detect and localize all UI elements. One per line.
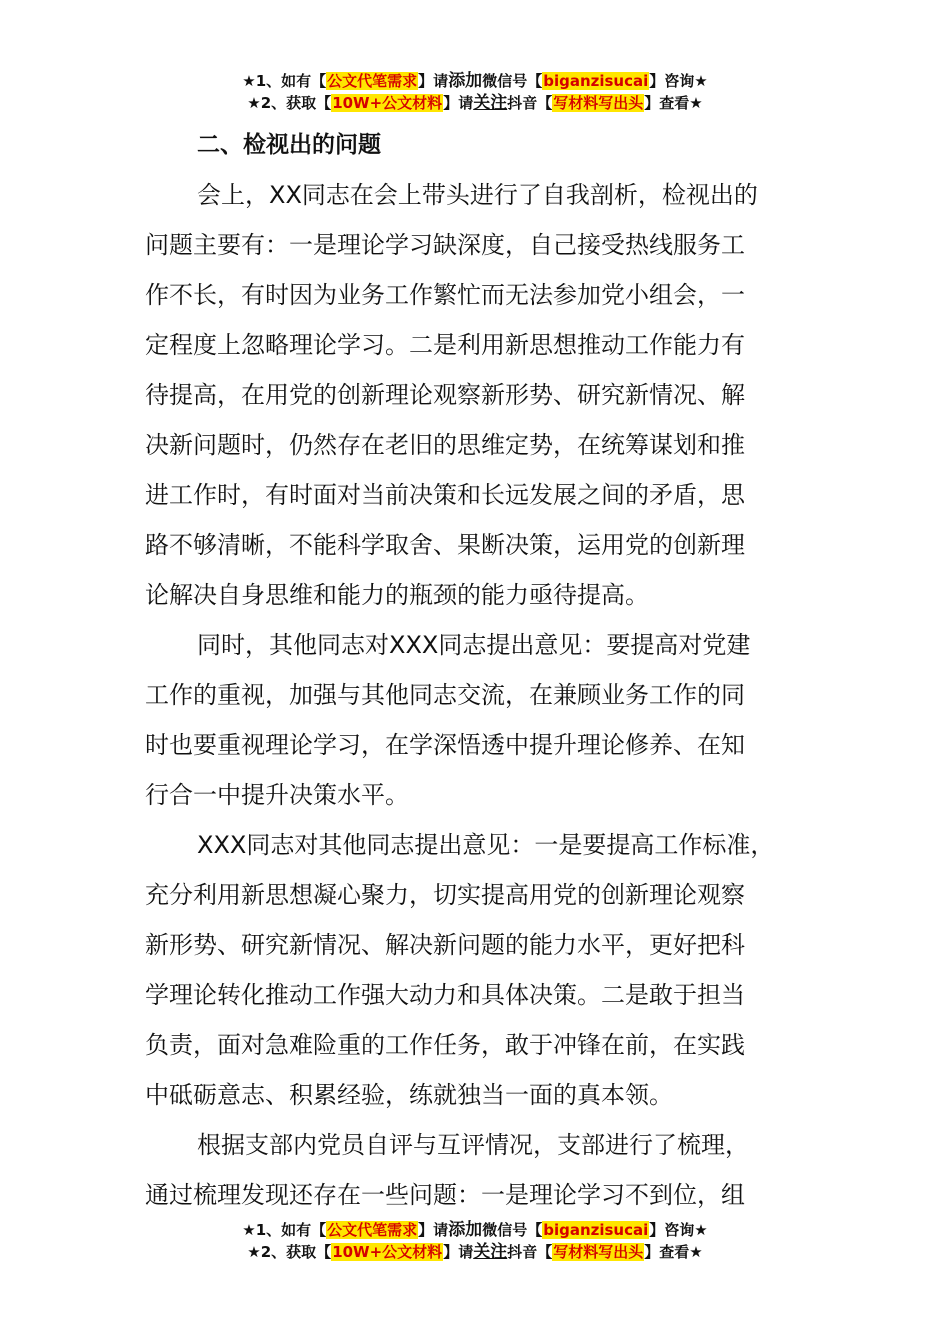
promo-banner-bottom xyxy=(0,1219,950,1263)
promo-line-1: ★1、如有【公文代笔需求】请添加微信号【biganzisucai】咨询★ xyxy=(242,1220,708,1240)
promo-line-1: ★1、如有【公文代笔需求】请添加微信号【biganzisucai】咨询★ xyxy=(242,71,708,91)
promo-line-2: ★2、获取【10W+公文材料】请关注抖音【写材料写出头】查看★ xyxy=(247,1242,703,1262)
promo-highlight-materials: 10W+公文材料 xyxy=(332,94,443,112)
promo-highlight-douyin-id: 写材料写出头 xyxy=(553,1243,644,1261)
paragraph: XXX同志对其他同志提出意见：一是要提高工作标准， 充分利用新思想凝心聚力，切实提高用党的创新理论观察 新形势、研究新情况、解决新问题的能力水平，更好把科 学理论转化推动工作强大动力和具体决策。二是敢于担当 负责，面对急难险重的工作任务，敢于冲锋在前，在实践 中砥砺意志、积累经验，练就独当一面的真本领。 xyxy=(145,831,775,1109)
paragraph: 会上，XX同志在会上带头进行了自我剖析，检视出的 问题主要有：一是理论学习缺深度，自己接受热线服务工 作不长，有时因为业务工作繁忙而无法参加党小组会，一 定程度上忽略理论学习。二是利用新思想推动工作能力有 待提高，在用党的创新理论观察新形势、研究新情况、解 决新问题时，仍然存在老旧的思维定势，在统筹谋划和推 进工作时，有时面对当前决策和长远发展之间的矛盾，思 路不够清晰，不能科学取舍、果断决策，运用党的创新理 论解决自身思维和能力的瓶颈的能力亟待提高。 xyxy=(145,181,758,609)
promo-highlight-douyin-id: 写材料写出头 xyxy=(553,94,644,112)
promo-highlight-wechat-id: biganzisucai xyxy=(543,72,649,90)
paragraph: 同时，其他同志对XXX同志提出意见：要提高对党建 工作的重视，加强与其他同志交流，在兼顾业务工作的同 时也要重视理论学习，在学深悟透中提升理论修养、在知 行合一中提升决策水平。 xyxy=(145,631,751,809)
promo-highlight-service: 公文代笔需求 xyxy=(327,72,418,90)
paragraph: 根据支部内党员自评与互评情况，支部进行了梳理， 通过梳理发现还存在一些问题：一是理论学习不到位，组 xyxy=(145,1131,749,1209)
promo-highlight-wechat-id: biganzisucai xyxy=(543,1221,649,1239)
promo-banner-top xyxy=(0,70,950,114)
promo-highlight-materials: 10W+公文材料 xyxy=(332,1243,443,1261)
promo-highlight-service: 公文代笔需求 xyxy=(327,1221,418,1239)
section-heading: 二、检视出的问题 xyxy=(197,132,381,158)
document-body xyxy=(145,120,810,1220)
promo-line-2: ★2、获取【10W+公文材料】请关注抖音【写材料写出头】查看★ xyxy=(247,93,703,113)
